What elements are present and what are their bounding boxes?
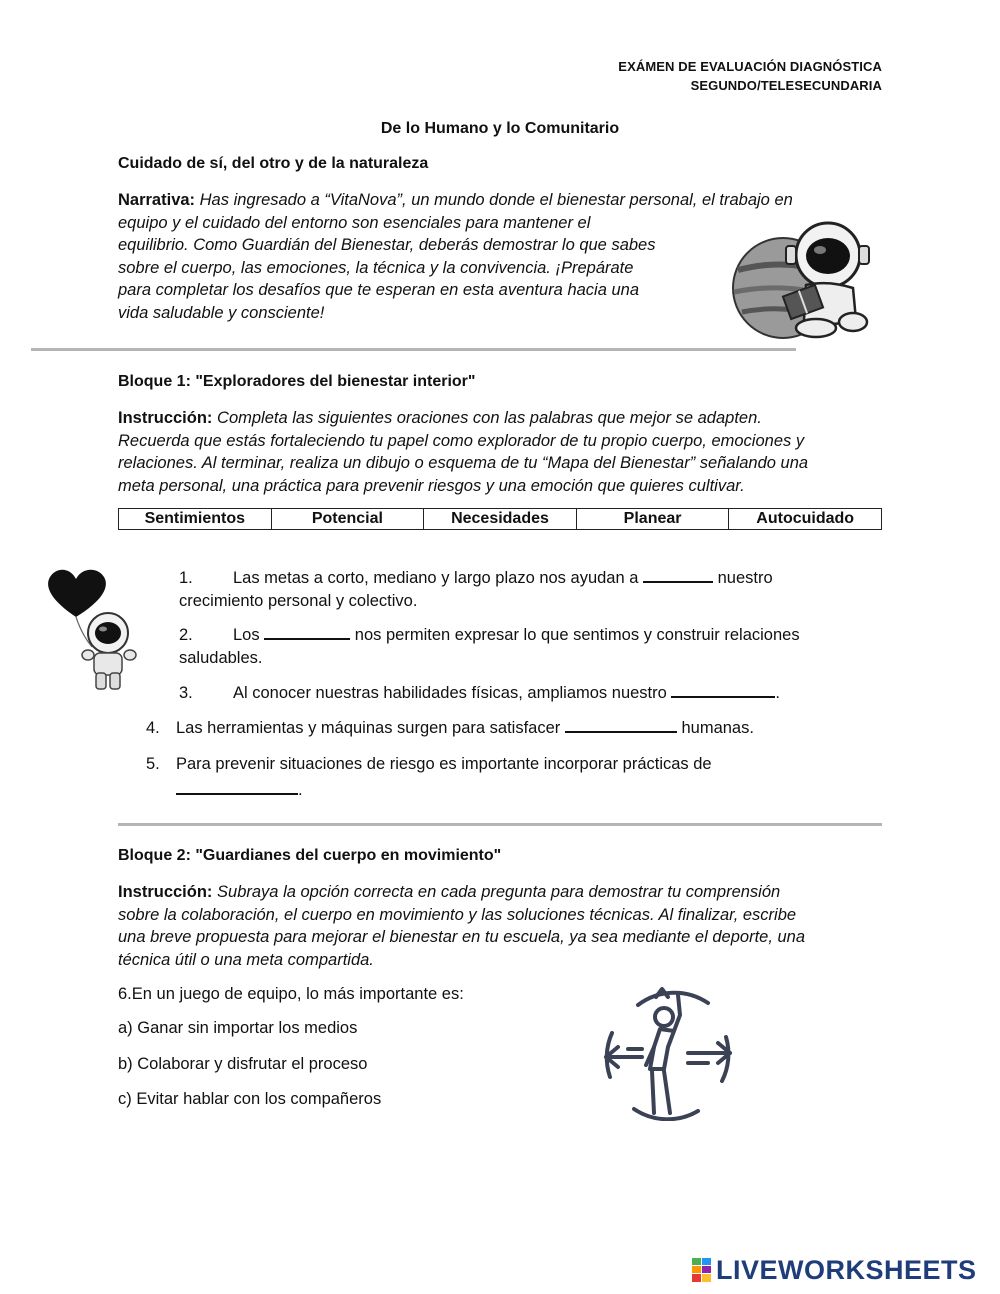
fill-item: 5. Para prevenir situaciones de riesgo es importante incorporar prácticas de . [146, 755, 712, 799]
exam-header-line1: EXÁMEN DE EVALUACIÓN DIAGNÓSTICA [618, 59, 882, 74]
narrative-line: equipo y el cuidado del entorno son esenciales para mantener el [118, 213, 591, 232]
answer-blank[interactable] [565, 717, 677, 733]
instruction-line: técnica útil o una meta compartida. [118, 950, 374, 969]
fill-item: 1. Las metas a corto, mediano y largo plazo nos ayudan a nuestro crecimiento personal y colectivo. [179, 569, 773, 610]
narrative-line: para completar los desafíos que te esperan en esta aventura hacia una [118, 281, 640, 299]
liveworksheets-badge-icon [692, 1258, 712, 1282]
fill-item: 2. Los nos permiten expresar lo que sentimos y construir relaciones saludables. [179, 626, 800, 667]
word-bank-cell[interactable]: Potencial [271, 509, 424, 530]
fill-item: 4. Las herramientas y máquinas surgen para satisfacer humanas. [146, 719, 754, 737]
instruction-line: Instrucción: Subraya la opción correcta en cada pregunta para demostrar tu comprensión [118, 883, 781, 901]
heart-balloon-astronaut-illustration [42, 565, 147, 695]
instruction-label: Instrucción: [118, 883, 213, 901]
page-subtitle: Cuidado de sí, del otro y de la naturaleza [118, 155, 429, 172]
answer-blank[interactable] [176, 779, 298, 795]
block1-instruction [118, 407, 888, 497]
instruction-label: Instrucción: [118, 409, 213, 427]
astronaut-planet-illustration [728, 210, 878, 350]
narrative-line: Narrativa: Has ingresado a “VitaNova”, un mundo donde el bienestar personal, el trabajo en [118, 191, 793, 209]
instruction-line: Recuerda que estás fortaleciendo tu papel como explorador de tu propio cuerpo, emociones y [118, 431, 805, 450]
answer-blank[interactable] [264, 624, 350, 640]
section-divider [118, 823, 882, 826]
word-bank-cell[interactable]: Sentimientos [119, 509, 272, 530]
section-divider [31, 348, 796, 351]
stretching-person-icon [598, 985, 738, 1121]
option-b[interactable]: b) Colaborar y disfrutar el proceso [118, 1055, 368, 1073]
answer-blank[interactable] [643, 567, 713, 583]
word-bank-cell[interactable]: Planear [576, 509, 729, 530]
block1-title: Bloque 1: "Exploradores del bienestar interior" [118, 373, 476, 390]
word-bank-cell[interactable]: Necesidades [424, 509, 577, 530]
instruction-line: relaciones. Al terminar, realiza un dibujo o esquema de tu “Mapa del Bienestar” señalando una [118, 454, 809, 472]
word-bank-cell[interactable]: Autocuidado [729, 509, 882, 530]
page-title: De lo Humano y lo Comunitario [380, 120, 620, 137]
narrative-label: Narrativa: [118, 191, 196, 209]
fill-item: 3. Al conocer nuestras habilidades físicas, ampliamos nuestro . [179, 684, 780, 702]
instruction-line: una breve propuesta para mejorar el bienestar en tu escuela, ya sea mediante el deporte, una [118, 928, 806, 946]
answer-blank[interactable] [671, 682, 775, 698]
instruction-line: Instrucción: Completa las siguientes oraciones con las palabras que mejor se adapten. [118, 409, 762, 427]
instruction-line: meta personal, una práctica para prevenir riesgos y una emoción que quieres cultivar. [118, 476, 745, 495]
liveworksheets-logo: LIVEWORKSHEETS [692, 1255, 977, 1286]
option-c[interactable]: c) Evitar hablar con los compañeros [118, 1090, 382, 1108]
block2-instruction [118, 881, 888, 971]
narrative-line: vida saludable y consciente! [118, 303, 325, 322]
narrative-line: sobre el cuerpo, las emociones, la técnica y la convivencia. ¡Prepárate [118, 258, 634, 277]
block2-title: Bloque 2: "Guardianes del cuerpo en movimiento" [118, 847, 502, 864]
narrative-line: equilibrio. Como Guardián del Bienestar, deberás demostrar lo que sabes [118, 236, 656, 254]
word-bank-table [118, 508, 882, 530]
option-a[interactable]: a) Ganar sin importar los medios [118, 1019, 358, 1037]
question-6: 6.En un juego de equipo, lo más importante es: [118, 985, 464, 1003]
instruction-line: sobre la colaboración, el cuerpo en movimiento y las soluciones técnicas. Al finalizar, escribe [118, 905, 797, 924]
exam-header-line2: SEGUNDO/TELESECUNDARIA [690, 78, 882, 93]
